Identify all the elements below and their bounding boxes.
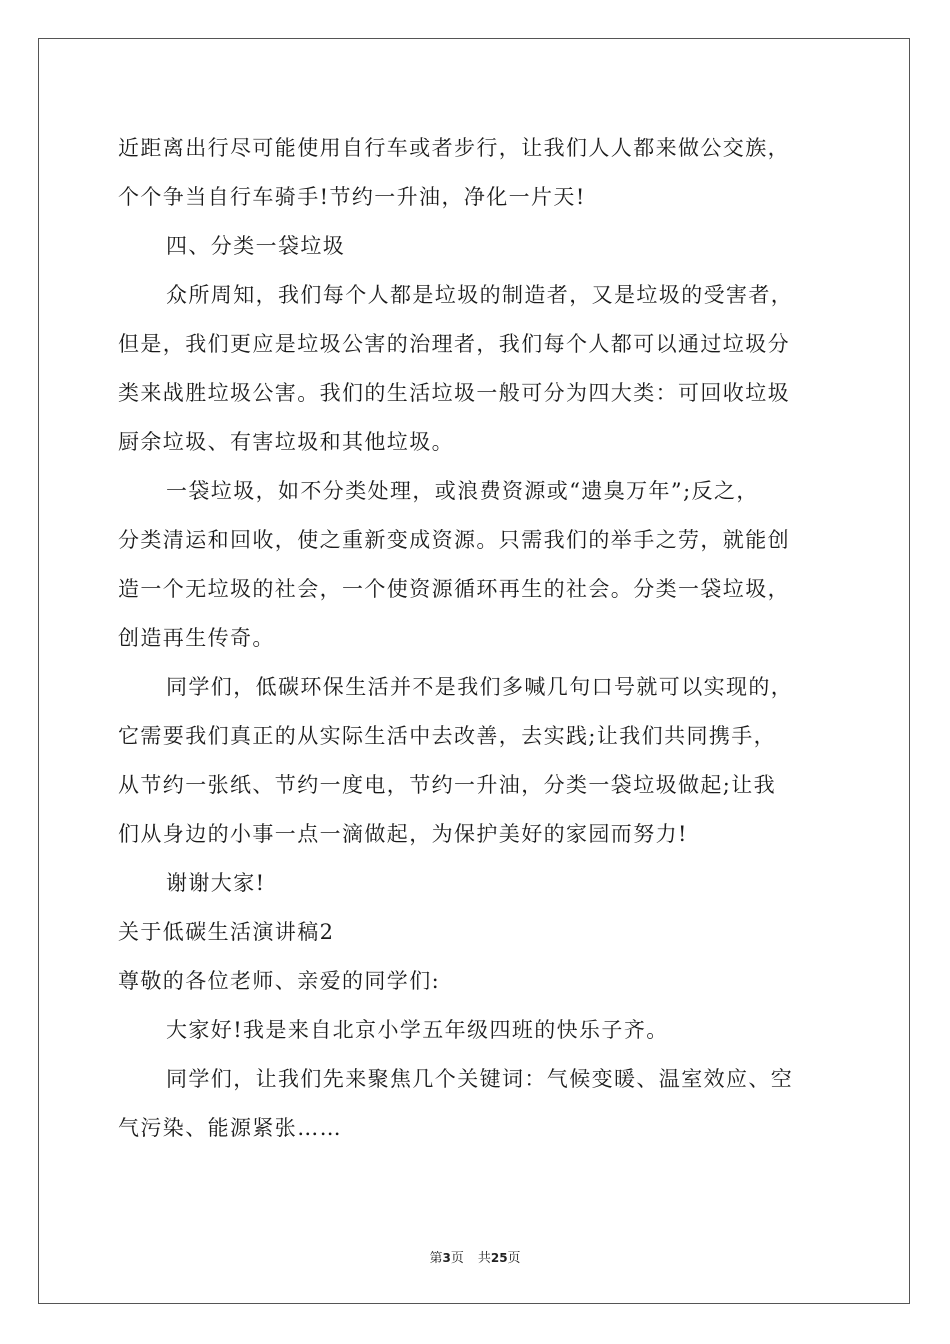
text-line: 尊敬的各位老师、亲爱的同学们: [118,969,441,993]
text-line: 大家好!我是来自北京小学五年级四班的快乐子齐。 [166,1018,669,1042]
text-line: 气污染、能源紧张…… [118,1116,342,1140]
footer-page-number: 3 [442,1251,451,1265]
text-line: 谢谢大家! [166,871,266,895]
text-line: 一袋垃圾，如不分类处理，或浪费资源或“遗臭万年”;反之， [166,479,759,503]
footer-total-prefix: 共 [477,1251,491,1266]
text-line: 但是，我们更应是垃圾公害的治理者，我们每个人都可以通过垃圾分 [118,332,790,356]
page-footer [0,1247,950,1266]
text-line: 众所周知，我们每个人都是垃圾的制造者，又是垃圾的受害者， [166,283,794,307]
text-line: 厨余垃圾、有害垃圾和其他垃圾。 [118,430,454,454]
footer-total-suffix: 页 [507,1251,521,1266]
text-line: 近距离出行尽可能使用自行车或者步行，让我们人人都来做公交族， [118,136,790,160]
footer-total-pages: 25 [490,1251,508,1265]
text-line: 从节约一张纸、节约一度电，节约一升油，分类一袋垃圾做起;让我 [118,773,777,797]
text-line: 同学们，让我们先来聚焦几个关键词：气候变暖、温室效应、空 [166,1067,794,1091]
text-line: 关于低碳生活演讲稿2 [118,920,335,944]
document-body [118,124,838,1153]
text-line: 同学们，低碳环保生活并不是我们多喊几句口号就可以实现的， [166,675,794,699]
text-line: 四、分类一袋垃圾 [166,234,346,258]
footer-prefix: 第 [429,1251,443,1266]
text-line: 个个争当自行车骑手!节约一升油，净化一片天! [118,185,586,209]
text-line: 创造再生传奇。 [118,626,275,650]
text-line: 造一个无垃圾的社会，一个使资源循环再生的社会。分类一袋垃圾， [118,577,790,601]
text-line: 类来战胜垃圾公害。我们的生活垃圾一般可分为四大类：可回收垃圾 [118,381,790,405]
footer-page-suffix: 页 [450,1251,464,1266]
text-line: 分类清运和回收，使之重新变成资源。只需我们的举手之劳，就能创 [118,528,790,552]
text-line: 们从身边的小事一点一滴做起，为保护美好的家园而努力! [118,822,688,846]
text-line: 它需要我们真正的从实际生活中去改善，去实践;让我们共同携手， [118,724,777,748]
